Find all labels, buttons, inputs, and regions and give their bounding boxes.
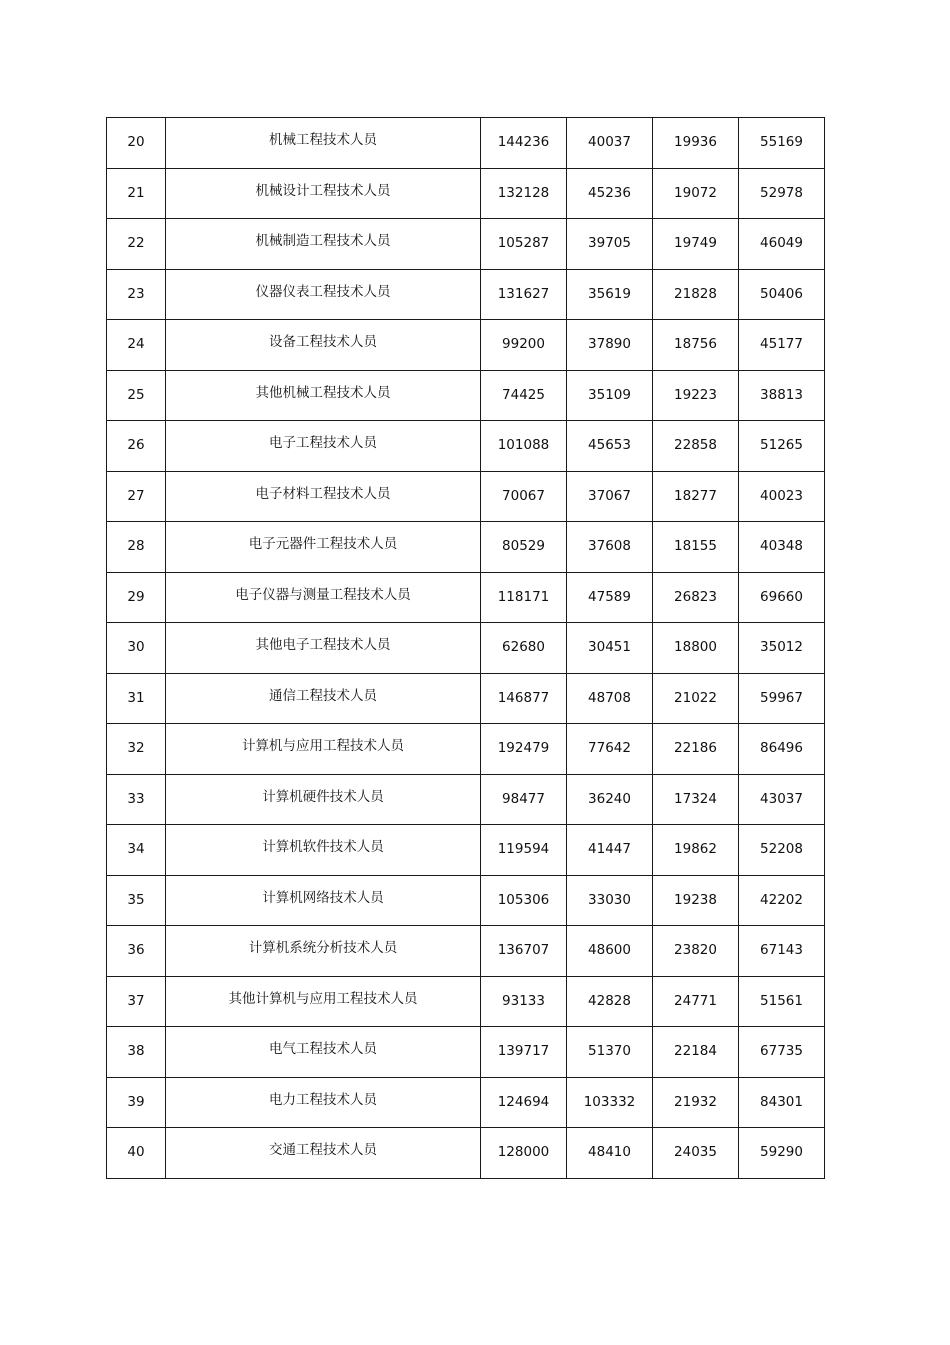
value-cell-2: 35109 bbox=[567, 370, 653, 421]
occupation-name-text: 交通工程技术人员 bbox=[269, 1142, 377, 1158]
value-cell-2: 37067 bbox=[567, 471, 653, 522]
value-cell-3: 22858 bbox=[653, 421, 739, 472]
row-number-cell: 23 bbox=[107, 269, 166, 320]
row-number-cell: 26 bbox=[107, 421, 166, 472]
value-cell-2: 45653 bbox=[567, 421, 653, 472]
row-number-cell: 27 bbox=[107, 471, 166, 522]
table-row bbox=[107, 1077, 825, 1128]
value-cell-2: 48600 bbox=[567, 926, 653, 977]
value-cell-4: 59290 bbox=[739, 1128, 825, 1179]
row-number-cell: 20 bbox=[107, 118, 166, 169]
value-cell-3: 21932 bbox=[653, 1077, 739, 1128]
row-number-cell: 21 bbox=[107, 168, 166, 219]
value-cell-4: 40023 bbox=[739, 471, 825, 522]
value-cell-2: 33030 bbox=[567, 875, 653, 926]
value-cell-3: 18800 bbox=[653, 623, 739, 674]
row-number-cell: 29 bbox=[107, 572, 166, 623]
value-cell-2: 42828 bbox=[567, 976, 653, 1027]
value-cell-2: 41447 bbox=[567, 825, 653, 876]
table-row bbox=[107, 623, 825, 674]
occupation-name-cell bbox=[166, 118, 481, 169]
value-cell-1: 98477 bbox=[481, 774, 567, 825]
value-cell-4: 55169 bbox=[739, 118, 825, 169]
table-row bbox=[107, 976, 825, 1027]
table-row bbox=[107, 219, 825, 270]
value-cell-1: 136707 bbox=[481, 926, 567, 977]
occupation-name-cell bbox=[166, 875, 481, 926]
occupation-name-text: 计算机硬件技术人员 bbox=[262, 788, 384, 805]
occupation-name-text: 机械工程技术人员 bbox=[269, 132, 377, 148]
value-cell-2: 30451 bbox=[567, 623, 653, 674]
table-row bbox=[107, 724, 825, 775]
occupation-name-cell bbox=[166, 926, 481, 977]
value-cell-1: 118171 bbox=[481, 572, 567, 623]
occupation-name-text: 仪器仪表工程技术人员 bbox=[255, 283, 391, 300]
value-cell-4: 38813 bbox=[739, 370, 825, 421]
row-number-cell: 22 bbox=[107, 219, 166, 270]
table-row bbox=[107, 118, 825, 169]
value-cell-3: 19072 bbox=[653, 168, 739, 219]
table-row bbox=[107, 421, 825, 472]
value-cell-4: 50406 bbox=[739, 269, 825, 320]
value-cell-4: 59967 bbox=[739, 673, 825, 724]
row-number-cell: 33 bbox=[107, 774, 166, 825]
table-body bbox=[107, 118, 825, 1179]
occupation-name-cell bbox=[166, 724, 481, 775]
row-number-cell: 37 bbox=[107, 976, 166, 1027]
occupation-name-cell bbox=[166, 421, 481, 472]
occupation-name-cell bbox=[166, 471, 481, 522]
row-number-cell: 32 bbox=[107, 724, 166, 775]
value-cell-2: 39705 bbox=[567, 219, 653, 270]
table-row bbox=[107, 926, 825, 977]
occupation-name-cell bbox=[166, 623, 481, 674]
value-cell-4: 52978 bbox=[739, 168, 825, 219]
value-cell-2: 37608 bbox=[567, 522, 653, 573]
table-row bbox=[107, 825, 825, 876]
occupation-name-text: 电气工程技术人员 bbox=[269, 1041, 377, 1057]
table-row bbox=[107, 320, 825, 371]
value-cell-2: 35619 bbox=[567, 269, 653, 320]
value-cell-4: 45177 bbox=[739, 320, 825, 371]
value-cell-4: 52208 bbox=[739, 825, 825, 876]
value-cell-2: 77642 bbox=[567, 724, 653, 775]
table-row bbox=[107, 471, 825, 522]
table-row bbox=[107, 774, 825, 825]
value-cell-3: 19936 bbox=[653, 118, 739, 169]
occupation-name-text: 电子工程技术人员 bbox=[269, 435, 377, 451]
row-number-cell: 34 bbox=[107, 825, 166, 876]
table-row bbox=[107, 1128, 825, 1179]
value-cell-3: 19223 bbox=[653, 370, 739, 421]
table-row bbox=[107, 875, 825, 926]
occupation-name-cell bbox=[166, 1077, 481, 1128]
value-cell-1: 62680 bbox=[481, 623, 567, 674]
occupation-name-text: 计算机软件技术人员 bbox=[262, 839, 384, 855]
value-cell-1: 132128 bbox=[481, 168, 567, 219]
value-cell-3: 26823 bbox=[653, 572, 739, 623]
value-cell-1: 105306 bbox=[481, 875, 567, 926]
occupation-name-cell bbox=[166, 320, 481, 371]
table-row bbox=[107, 168, 825, 219]
value-cell-4: 51561 bbox=[739, 976, 825, 1027]
value-cell-4: 35012 bbox=[739, 623, 825, 674]
value-cell-3: 22186 bbox=[653, 724, 739, 775]
value-cell-4: 84301 bbox=[739, 1077, 825, 1128]
occupation-name-text: 其他计算机与应用工程技术人员 bbox=[228, 990, 418, 1007]
value-cell-1: 131627 bbox=[481, 269, 567, 320]
value-cell-4: 46049 bbox=[739, 219, 825, 270]
occupation-name-cell bbox=[166, 269, 481, 320]
table-row bbox=[107, 370, 825, 421]
salary-table bbox=[106, 117, 825, 1179]
value-cell-1: 146877 bbox=[481, 673, 567, 724]
occupation-name-cell bbox=[166, 1027, 481, 1078]
occupation-name-cell bbox=[166, 522, 481, 573]
value-cell-4: 69660 bbox=[739, 572, 825, 623]
row-number-cell: 30 bbox=[107, 623, 166, 674]
value-cell-1: 74425 bbox=[481, 370, 567, 421]
occupation-name-text: 计算机系统分析技术人员 bbox=[248, 940, 398, 956]
table-row bbox=[107, 572, 825, 623]
row-number-cell: 39 bbox=[107, 1077, 166, 1128]
occupation-name-text: 其他电子工程技术人员 bbox=[255, 637, 391, 653]
occupation-name-cell bbox=[166, 825, 481, 876]
value-cell-3: 18756 bbox=[653, 320, 739, 371]
row-number-cell: 38 bbox=[107, 1027, 166, 1078]
value-cell-2: 48708 bbox=[567, 673, 653, 724]
value-cell-4: 40348 bbox=[739, 522, 825, 573]
occupation-name-cell bbox=[166, 370, 481, 421]
value-cell-2: 47589 bbox=[567, 572, 653, 623]
occupation-name-text: 机械设计工程技术人员 bbox=[255, 182, 391, 199]
value-cell-3: 23820 bbox=[653, 926, 739, 977]
value-cell-2: 45236 bbox=[567, 168, 653, 219]
value-cell-1: 124694 bbox=[481, 1077, 567, 1128]
value-cell-1: 128000 bbox=[481, 1128, 567, 1179]
occupation-name-cell bbox=[166, 673, 481, 724]
occupation-name-text: 机械制造工程技术人员 bbox=[255, 233, 391, 249]
value-cell-3: 24771 bbox=[653, 976, 739, 1027]
occupation-name-text: 计算机网络技术人员 bbox=[262, 889, 384, 906]
value-cell-1: 70067 bbox=[481, 471, 567, 522]
value-cell-3: 17324 bbox=[653, 774, 739, 825]
occupation-name-text: 电力工程技术人员 bbox=[269, 1091, 377, 1108]
value-cell-2: 36240 bbox=[567, 774, 653, 825]
value-cell-1: 99200 bbox=[481, 320, 567, 371]
value-cell-4: 67143 bbox=[739, 926, 825, 977]
table-row bbox=[107, 673, 825, 724]
occupation-name-text: 设备工程技术人员 bbox=[269, 334, 377, 350]
table-row bbox=[107, 269, 825, 320]
value-cell-4: 67735 bbox=[739, 1027, 825, 1078]
row-number-cell: 31 bbox=[107, 673, 166, 724]
value-cell-1: 93133 bbox=[481, 976, 567, 1027]
row-number-cell: 35 bbox=[107, 875, 166, 926]
value-cell-3: 21022 bbox=[653, 673, 739, 724]
value-cell-1: 139717 bbox=[481, 1027, 567, 1078]
occupation-name-cell bbox=[166, 774, 481, 825]
value-cell-4: 42202 bbox=[739, 875, 825, 926]
value-cell-2: 103332 bbox=[567, 1077, 653, 1128]
value-cell-1: 144236 bbox=[481, 118, 567, 169]
value-cell-1: 105287 bbox=[481, 219, 567, 270]
value-cell-3: 24035 bbox=[653, 1128, 739, 1179]
row-number-cell: 24 bbox=[107, 320, 166, 371]
value-cell-3: 21828 bbox=[653, 269, 739, 320]
value-cell-3: 18277 bbox=[653, 471, 739, 522]
value-cell-4: 86496 bbox=[739, 724, 825, 775]
value-cell-3: 19749 bbox=[653, 219, 739, 270]
value-cell-1: 119594 bbox=[481, 825, 567, 876]
value-cell-2: 37890 bbox=[567, 320, 653, 371]
value-cell-4: 43037 bbox=[739, 774, 825, 825]
occupation-name-cell bbox=[166, 976, 481, 1027]
occupation-name-cell bbox=[166, 572, 481, 623]
row-number-cell: 40 bbox=[107, 1128, 166, 1179]
value-cell-1: 192479 bbox=[481, 724, 567, 775]
occupation-name-cell bbox=[166, 168, 481, 219]
value-cell-2: 48410 bbox=[567, 1128, 653, 1179]
value-cell-3: 19238 bbox=[653, 875, 739, 926]
occupation-name-text: 电子仪器与测量工程技术人员 bbox=[235, 586, 411, 603]
occupation-name-text: 计算机与应用工程技术人员 bbox=[242, 738, 404, 754]
table-row bbox=[107, 522, 825, 573]
value-cell-2: 51370 bbox=[567, 1027, 653, 1078]
occupation-name-text: 通信工程技术人员 bbox=[269, 687, 377, 704]
occupation-name-cell bbox=[166, 1128, 481, 1179]
row-number-cell: 36 bbox=[107, 926, 166, 977]
value-cell-3: 18155 bbox=[653, 522, 739, 573]
occupation-name-text: 电子元器件工程技术人员 bbox=[248, 536, 398, 552]
occupation-name-text: 电子材料工程技术人员 bbox=[255, 485, 391, 502]
occupation-name-cell bbox=[166, 219, 481, 270]
value-cell-3: 19862 bbox=[653, 825, 739, 876]
row-number-cell: 28 bbox=[107, 522, 166, 573]
row-number-cell: 25 bbox=[107, 370, 166, 421]
value-cell-3: 22184 bbox=[653, 1027, 739, 1078]
table-row bbox=[107, 1027, 825, 1078]
value-cell-1: 80529 bbox=[481, 522, 567, 573]
value-cell-2: 40037 bbox=[567, 118, 653, 169]
occupation-name-text: 其他机械工程技术人员 bbox=[255, 384, 391, 401]
value-cell-4: 51265 bbox=[739, 421, 825, 472]
value-cell-1: 101088 bbox=[481, 421, 567, 472]
